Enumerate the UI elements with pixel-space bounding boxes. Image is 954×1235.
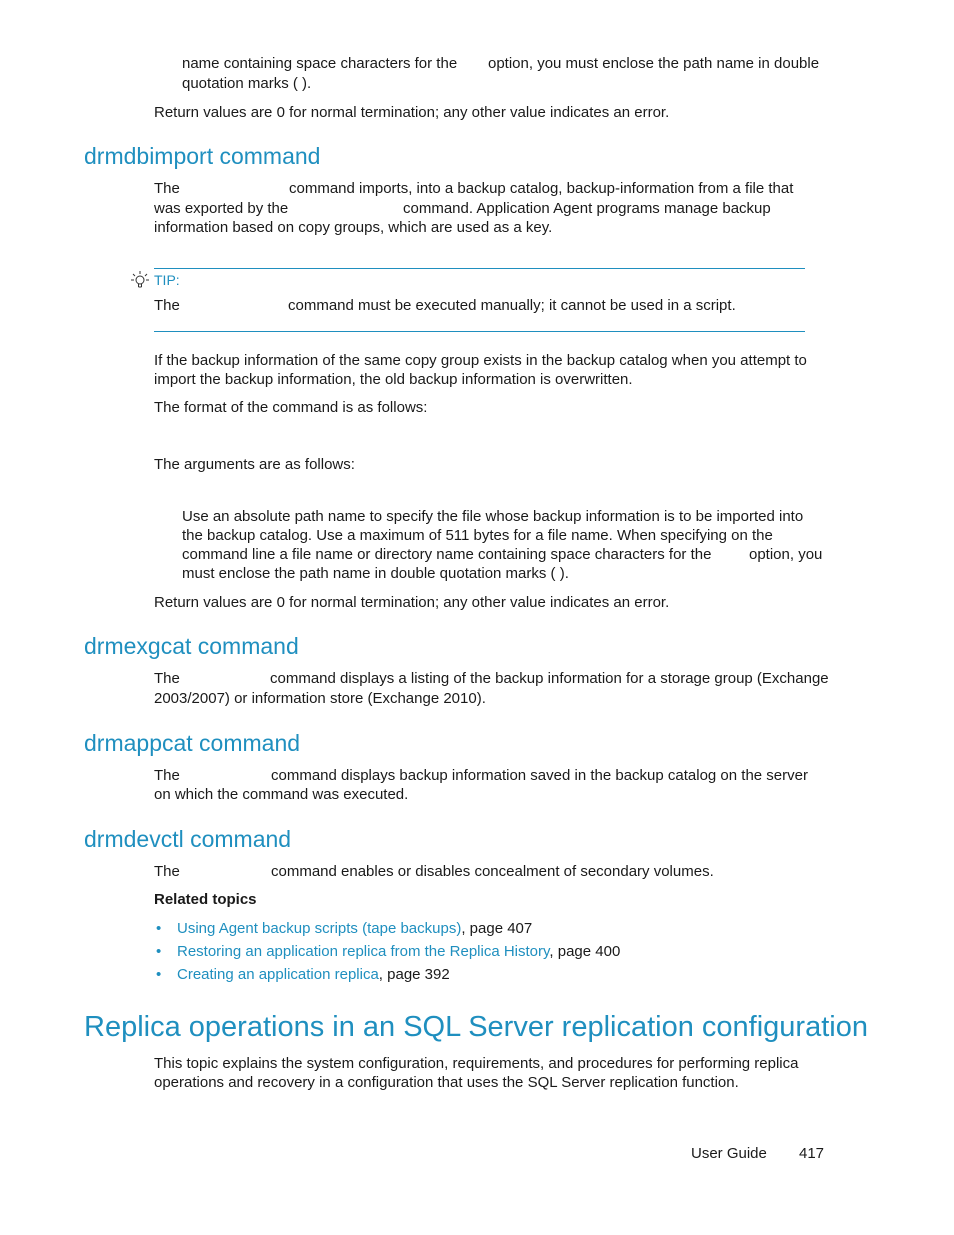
text-line: The format of the command is as follows:: [154, 399, 428, 416]
page-ref: , page 392: [378, 966, 450, 983]
text-line: The: [154, 767, 180, 784]
list-item: [177, 919, 532, 938]
text-line: command displays a listing of the backup information for a storage group (Exchange: [270, 670, 829, 687]
text-line: name containing space characters for the: [182, 55, 458, 72]
text-line: The: [154, 180, 180, 197]
page-ref: , page 400: [549, 943, 621, 960]
text-line: Use an absolute path name to specify the file whose backup information is to be imported into: [182, 508, 804, 525]
text-line: command enables or disables concealment of secondary volumes.: [271, 863, 714, 880]
text-line: operations and recovery in a configuration that uses the SQL Server replication function.: [154, 1074, 739, 1091]
text-line: If the backup information of the same copy group exists in the backup catalog when you attempt to: [154, 352, 807, 369]
tip-bottom-rule: [154, 331, 805, 332]
text-line: information based on copy groups, which are used as a key.: [154, 219, 553, 236]
section-heading-drmdbimport: drmdbimport command: [84, 143, 321, 169]
text-line: on which the command was executed.: [154, 786, 409, 803]
bullet-dot: •: [156, 943, 162, 960]
text-line: The: [154, 863, 180, 880]
tip-text: The: [154, 297, 180, 314]
section-heading-drmdevctl: drmdevctl command: [84, 826, 292, 852]
tip-text: command must be executed manually; it cannot be used in a script.: [288, 297, 736, 314]
text-line: command line a file name or directory name containing space characters for the: [182, 546, 712, 563]
section-heading-drmappcat: drmappcat command: [84, 730, 301, 756]
text-line: command imports, into a backup catalog, backup-information from a file that: [289, 180, 794, 197]
chapter-heading-sql-replication: Replica operations in an SQL Server replication configuration: [84, 1011, 868, 1043]
text-line: option, you: [749, 546, 823, 563]
bullet-dot: •: [156, 920, 162, 937]
text-line: command displays backup information saved in the backup catalog on the server: [271, 767, 808, 784]
footer-page-number: 417: [799, 1145, 825, 1162]
return-values-text: Return values are 0 for normal termination; any other value indicates an error.: [154, 104, 670, 121]
text-line: 2003/2007) or information store (Exchange 2010).: [154, 690, 486, 707]
text-line: The arguments are as follows:: [154, 456, 355, 473]
section-heading-drmexgcat: drmexgcat command: [84, 633, 299, 659]
text-line: The: [154, 670, 180, 687]
list-item: [177, 965, 450, 984]
related-link-creating-replica[interactable]: Creating an application replica: [177, 966, 379, 983]
text-line: command. Application Agent programs manage backup: [403, 200, 771, 217]
tip-top-rule: [154, 268, 805, 269]
text-line: must enclose the path name in double quotation marks ( ).: [182, 565, 569, 582]
related-link-agent-backup-scripts[interactable]: Using Agent backup scripts (tape backups): [177, 920, 462, 937]
text-line: was exported by the: [154, 200, 289, 217]
text-line: the backup catalog. Use a maximum of 511 bytes for a file name. When specifying on the: [182, 527, 773, 544]
bullet-dot: •: [156, 966, 162, 983]
page-ref: , page 407: [461, 920, 533, 937]
return-values-text: Return values are 0 for normal termination; any other value indicates an error.: [154, 594, 670, 611]
text-line: option, you must enclose the path name in double: [488, 55, 820, 72]
tip-label: TIP:: [154, 272, 180, 288]
lightbulb-icon: [130, 270, 150, 290]
text-line: quotation marks ( ).: [182, 75, 312, 92]
footer-guide-name: User Guide: [691, 1145, 767, 1162]
related-link-restoring-replica[interactable]: Restoring an application replica from the Replica History: [177, 943, 550, 960]
list-item: [177, 942, 620, 961]
related-topics-title: Related topics: [154, 891, 257, 908]
text-line: import the backup information, the old backup information is overwritten.: [154, 371, 633, 388]
text-line: This topic explains the system configuration, requirements, and procedures for performing replica: [154, 1055, 799, 1072]
